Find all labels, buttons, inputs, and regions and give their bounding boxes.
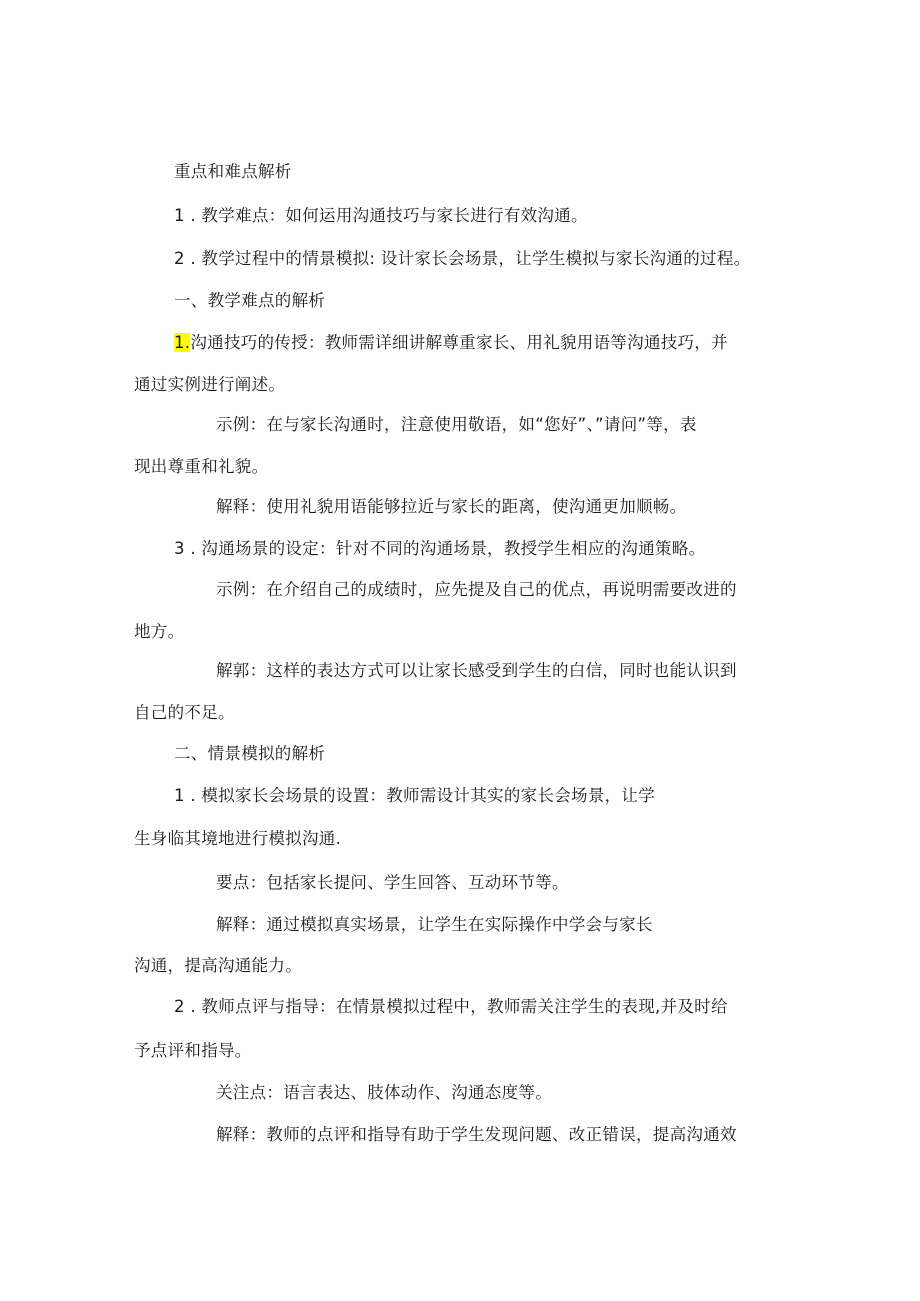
list-item-teaching-difficulty: 1 . 教学难点：如何运用沟通技巧与家长进行有效沟通。	[174, 206, 588, 225]
teacher-feedback-continuation: 予点评和指导。	[134, 1041, 252, 1060]
explanation-feedback: 解释：教师的点评和指导有助于学生发现问题、改正错误，提高沟通效	[216, 1125, 737, 1144]
explanation-grades-continuation: 自己的不足。	[134, 703, 235, 722]
explanation-simulation-continuation: 沟通，提高沟通能力。	[134, 956, 302, 975]
example-continuation: 现出尊重和礼貌。	[134, 457, 269, 476]
highlighted-number: 1.	[174, 333, 191, 352]
paragraph-continuation: 通过实例进行阐述。	[134, 375, 286, 394]
paragraph-communication-skills	[174, 332, 728, 354]
example-grades: 示例：在介绍自己的成绩时，应先提及自己的优点，再说明需要改进的	[216, 580, 737, 599]
explanation-grades: 解郭：这样的表达方式可以让家长感受到学生的白信，同时也能认识到	[216, 661, 737, 680]
section-title: 重点和难点解析	[174, 162, 292, 181]
heading-difficulty-analysis: 一、教学难点的解析	[174, 291, 326, 310]
heading-scenario-analysis: 二、情景模拟的解析	[174, 744, 326, 763]
list-item-scenario-simulation: 2 . 教学过程中的情景模拟: 设计家长会场景，让学生模拟与家长沟通的过程。	[174, 249, 751, 268]
meeting-setup-continuation: 生身临其境地进行模拟沟通.	[134, 829, 342, 848]
list-item-meeting-setup: 1 . 模拟家长会场景的设置：教师需设计其实的家长会场景，让学	[174, 786, 656, 805]
key-points: 要点：包括家长提问、学生回答、互动环节等。	[216, 873, 569, 892]
list-item-teacher-feedback: 2 . 教师点评与指导：在情景模拟过程中，教师需关注学生的表现,并及时给	[174, 997, 728, 1016]
example-polite-language: 示例：在与家长沟通时，注意使用敬语，如“您好”、”请问”等，表	[216, 415, 697, 434]
focus-points: 关注点：语言表达、肢体动作、沟通态度等。	[216, 1083, 552, 1102]
example-grades-continuation: 地方。	[134, 622, 185, 641]
list-item-scene-setting: 3 . 沟通场景的设定：针对不同的沟通场景，教授学生相应的沟通策略。	[174, 539, 706, 558]
explanation-polite-language: 解释：使用礼貌用语能够拉近与家长的距离，使沟通更加顺畅。	[216, 497, 687, 516]
paragraph-text: 沟通技巧的传授：教师需详细讲解尊重家长、用礼貌用语等沟通技巧，并	[190, 333, 728, 352]
explanation-simulation: 解释：通过模拟真实场景，让学生在实际操作中学会与家长	[216, 915, 653, 934]
